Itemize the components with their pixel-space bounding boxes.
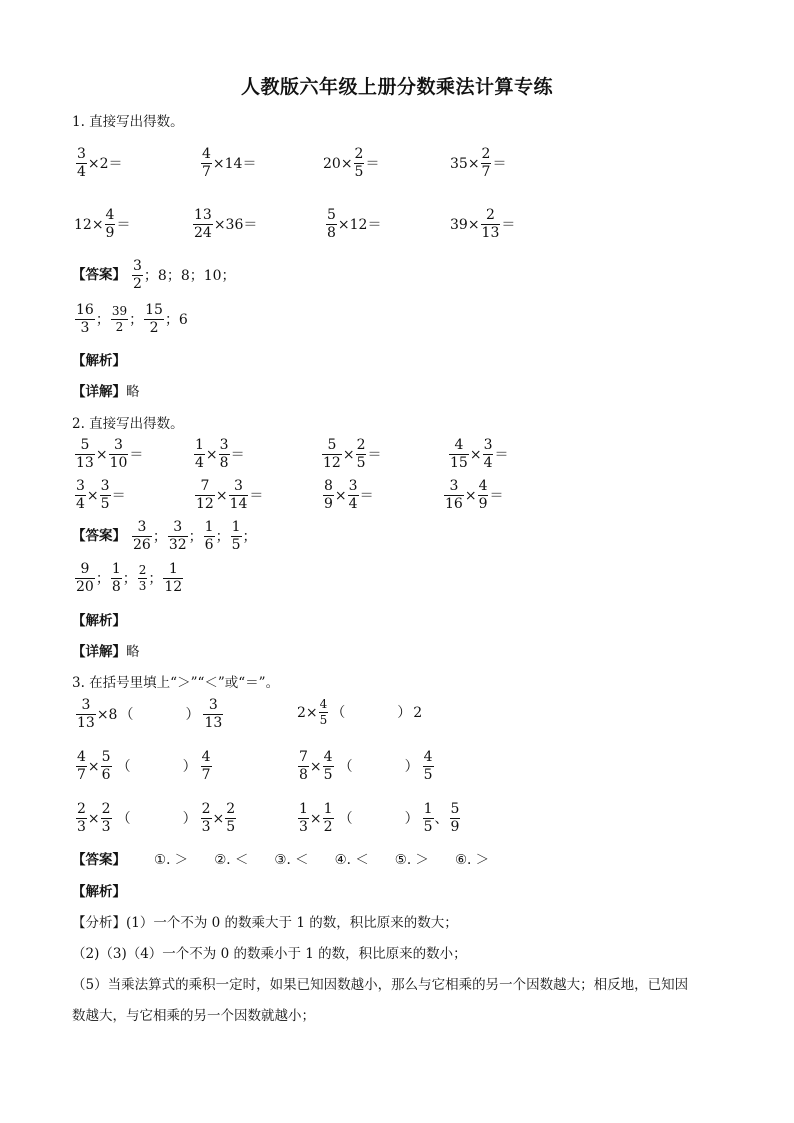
- q2-answer-line-1: 【答案】 $\frac{3}{26}$ ； $\frac{3}{32}$ ； $\frac{1}{6}$ ； $\frac{1}{5}$ ；: [72, 519, 257, 554]
- page-title: 人教版六年级上册分数乘法计算专练: [240, 76, 553, 98]
- q3-analysis-line-2: （2)（3)（4）一个不为 0 的数乘小于 1 的数，积比原来的数小；: [72, 946, 467, 962]
- question-2-prompt: 2. 直接写出得数。: [72, 416, 184, 432]
- q2-item-7: $\frac{8}{9}$ × $\frac{3}{4}$ ＝: [324, 478, 374, 513]
- q2-answer-line-2: $\frac{9}{20}$ ； $\frac{1}{8}$ ； $\frac{2}{3}$ ； $\frac{1}{12}$: [76, 561, 183, 596]
- q3-analysis-tag: 【解析】: [72, 884, 126, 900]
- q3-answer-2: ②. ＜: [214, 852, 249, 868]
- q1-analysis-tag: 【解析】: [72, 353, 126, 369]
- q3-item-5: $\frac{2}{3}$ × $\frac{2}{3}$ （ ） $\frac{2}{3}$ × $\frac{2}{5}$: [77, 801, 236, 836]
- q2-item-1: $\frac{5}{13}$ × $\frac{3}{10}$ ＝: [76, 437, 144, 472]
- q1-item-4: 35× $\frac{2}{7}$ ＝: [450, 146, 507, 181]
- q2-item-8: $\frac{3}{16}$ × $\frac{4}{9}$ ＝: [445, 478, 504, 513]
- q2-item-5: $\frac{3}{4}$ × $\frac{3}{5}$ ＝: [76, 478, 126, 513]
- q2-item-3: $\frac{5}{12}$ × $\frac{2}{5}$ ＝: [323, 437, 382, 472]
- q3-item-6: $\frac{1}{3}$ × $\frac{1}{2}$ （ ） $\frac{1}{5}$ 、 $\frac{5}{9}$: [299, 801, 460, 836]
- q3-item-3: $\frac{4}{7}$ × $\frac{5}{6}$ （ ） $\frac{4}{7}$: [77, 749, 211, 784]
- q2-detail: 【详解】略: [72, 644, 140, 660]
- q2-item-6: $\frac{7}{12}$ × $\frac{3}{14}$ ＝: [196, 478, 264, 513]
- q1-item-2: $\frac{4}{7}$ ×14＝: [202, 146, 257, 181]
- q2-item-4: $\frac{4}{15}$ × $\frac{3}{4}$ ＝: [450, 437, 509, 472]
- q1-item-7: $\frac{5}{8}$ ×12＝: [327, 207, 382, 242]
- q3-item-2: 2× $\frac{4}{5}$ （ ） 2: [297, 697, 423, 728]
- q2-item-2: $\frac{1}{4}$ × $\frac{3}{8}$ ＝: [195, 437, 245, 472]
- q3-item-4: $\frac{7}{8}$ × $\frac{4}{5}$ （ ） $\frac{4}{5}$: [299, 749, 433, 784]
- q1-item-1: $\frac{3}{4}$ ×2＝: [77, 146, 123, 181]
- q3-item-1: $\frac{3}{13}$ ×8 （ ） $\frac{3}{13}$: [77, 697, 223, 732]
- q3-answer-5: ⑤. ＞: [394, 852, 429, 868]
- q3-analysis-line-3: （5）当乘法算式的乘积一定时，如果已知因数越小，那么与它相乘的另一个因数越大；相反地，已知因: [72, 977, 689, 993]
- q3-analysis-line-4: 数越大，与它相乘的另一个因数就越小；: [72, 1008, 315, 1024]
- q3-answer: 【答案】 ①. ＞ ②. ＜ ③. ＜ ④. ＜ ⑤. ＞ ⑥. ＞: [72, 848, 489, 868]
- question-3-prompt: 3. 在括号里填上“＞”“＜”或“＝”。: [72, 675, 280, 691]
- q3-answer-6: ⑥. ＞: [454, 852, 490, 868]
- q1-item-6: $\frac{13}{24}$ ×36＝: [194, 207, 258, 242]
- q3-answer-3: ③. ＜: [274, 852, 309, 868]
- q3-answer-1: ①. ＞: [154, 852, 189, 868]
- q1-answer-line-2: $\frac{16}{3}$ ； $\frac{39}{2}$ ； $\frac{15}{2}$ ；6: [76, 302, 188, 337]
- q1-item-8: 39× $\frac{2}{13}$ ＝: [450, 207, 516, 242]
- q2-analysis-tag: 【解析】: [72, 613, 126, 629]
- q1-item-3: 20× $\frac{2}{5}$ ＝: [323, 146, 380, 181]
- q3-answer-4: ④. ＜: [334, 852, 369, 868]
- q1-answer-line-1: 【答案】 $\frac{3}{2}$ ；8；8；10；: [72, 258, 236, 293]
- q1-item-5: 12× $\frac{4}{9}$ ＝: [74, 207, 131, 242]
- q3-analysis-line-1: 【分析】(1）一个不为 0 的数乘大于 1 的数，积比原来的数大；: [72, 915, 458, 931]
- question-1-prompt: 1. 直接写出得数。: [72, 114, 184, 130]
- q1-detail: 【详解】略: [72, 384, 140, 400]
